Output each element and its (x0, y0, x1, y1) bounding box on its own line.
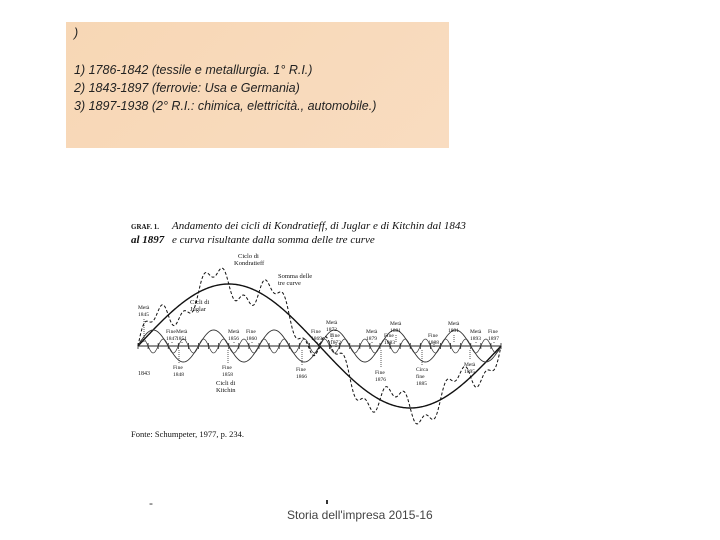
upper-marker-label: Metà (366, 329, 378, 335)
upper-marker-label: Fine (488, 329, 498, 335)
upper-marker-label: 1891 (448, 328, 459, 334)
figure-label: GRAF. 1. (131, 223, 159, 231)
upper-marker-label: Fine (330, 333, 340, 339)
upper-marker-label: Metà (228, 329, 240, 335)
svg-text:Somma delle: Somma delle (278, 273, 313, 280)
svg-text:Kondratieff: Kondratieff (234, 260, 265, 267)
note-line-2: 2) 1843-1897 (ferrovie: Usa e Germania) (74, 81, 300, 95)
kondratieff-figure (128, 213, 508, 445)
slide-footer: Storia dell'impresa 2015-16 (287, 508, 433, 522)
scan-speck: - (149, 496, 153, 510)
upper-marker-label: 1888 (428, 340, 439, 346)
sum-label (278, 273, 312, 287)
upper-marker-label: 1860 (246, 336, 257, 342)
upper-marker-label: Fine (428, 333, 438, 339)
upper-marker-label: 1879 (366, 336, 377, 342)
axis-start-label: 1843 (138, 371, 150, 377)
upper-marker-label: Metà (470, 329, 482, 335)
svg-text:Ciclo di: Ciclo di (238, 253, 259, 260)
lower-marker-label: Metà (464, 362, 476, 368)
upper-marker-label: 1883 (384, 340, 395, 346)
upper-marker-label: 1847 (166, 336, 177, 342)
upper-marker-label: 1893 (470, 336, 481, 342)
juglar-label (190, 299, 210, 313)
lower-marker-label: Fine (296, 367, 306, 373)
upper-marker-label: 1897 (488, 336, 499, 342)
figure-caption-line2: e curva risultante dalla somma delle tre curve (172, 234, 375, 246)
kitchin-label (216, 380, 236, 394)
lower-marker-label: Fine (173, 365, 183, 371)
note-line-0: ) (74, 26, 79, 40)
lower-marker-label: 1876 (375, 377, 386, 383)
figure-source: Fonte: Schumpeter, 1977, p. 234. (131, 429, 244, 439)
svg-text:Kitchin: Kitchin (216, 387, 236, 394)
svg-text:Cicli di: Cicli di (216, 380, 236, 387)
lower-marker-label: 1848 (173, 372, 184, 378)
lower-marker-label: 1885 (416, 381, 427, 387)
upper-marker-label: 1881 (390, 328, 401, 334)
lower-marker-label: 1858 (222, 372, 233, 378)
svg-text:Juglar: Juglar (190, 306, 206, 313)
upper-marker-label: Metà (326, 320, 338, 326)
note-box (66, 22, 449, 148)
upper-marker-label: 1873 (330, 340, 341, 346)
lower-marker-label: fine (416, 374, 425, 380)
figure-caption-prefix: al 1897 (131, 234, 165, 246)
figure-caption-line1: Andamento dei cicli di Kondratieff, di Juglar e di Kitchin dal 1843 (172, 220, 466, 232)
note-line-3: 3) 1897-1938 (2° R.I.: chimica, elettricità., automobile.) (74, 99, 377, 113)
svg-text:Cicli di: Cicli di (190, 299, 210, 306)
note-line-1: 1) 1786-1842 (tessile e metallurgia. 1° R.I.) (74, 63, 313, 77)
upper-marker-label: 1851 (176, 336, 187, 342)
upper-marker-label: Metà (390, 321, 402, 327)
upper-marker-label: 1856 (228, 336, 239, 342)
upper-marker-label: 1872 (326, 327, 337, 333)
lower-marker-label: 1895 (464, 369, 475, 375)
upper-marker-label: Metà (138, 305, 150, 311)
upper-marker-label: Fine (384, 333, 394, 339)
upper-marker-label: Fine (246, 329, 256, 335)
upper-marker-label: 1869 (311, 336, 322, 342)
svg-text:tre curve: tre curve (278, 280, 301, 287)
kondratieff-label (234, 253, 265, 267)
lower-marker-label: Fine (222, 365, 232, 371)
upper-marker-label: Metà (448, 321, 460, 327)
upper-marker-label: Fine (311, 329, 321, 335)
scan-speck-2 (326, 500, 328, 504)
lower-marker-label: Fine (375, 370, 385, 376)
lower-marker-label: Circa (416, 367, 428, 373)
upper-marker-label: 1845 (138, 312, 149, 318)
lower-marker-label: 1866 (296, 374, 307, 380)
upper-marker-label: Fine (166, 329, 176, 335)
upper-marker-label: Metà (176, 329, 188, 335)
